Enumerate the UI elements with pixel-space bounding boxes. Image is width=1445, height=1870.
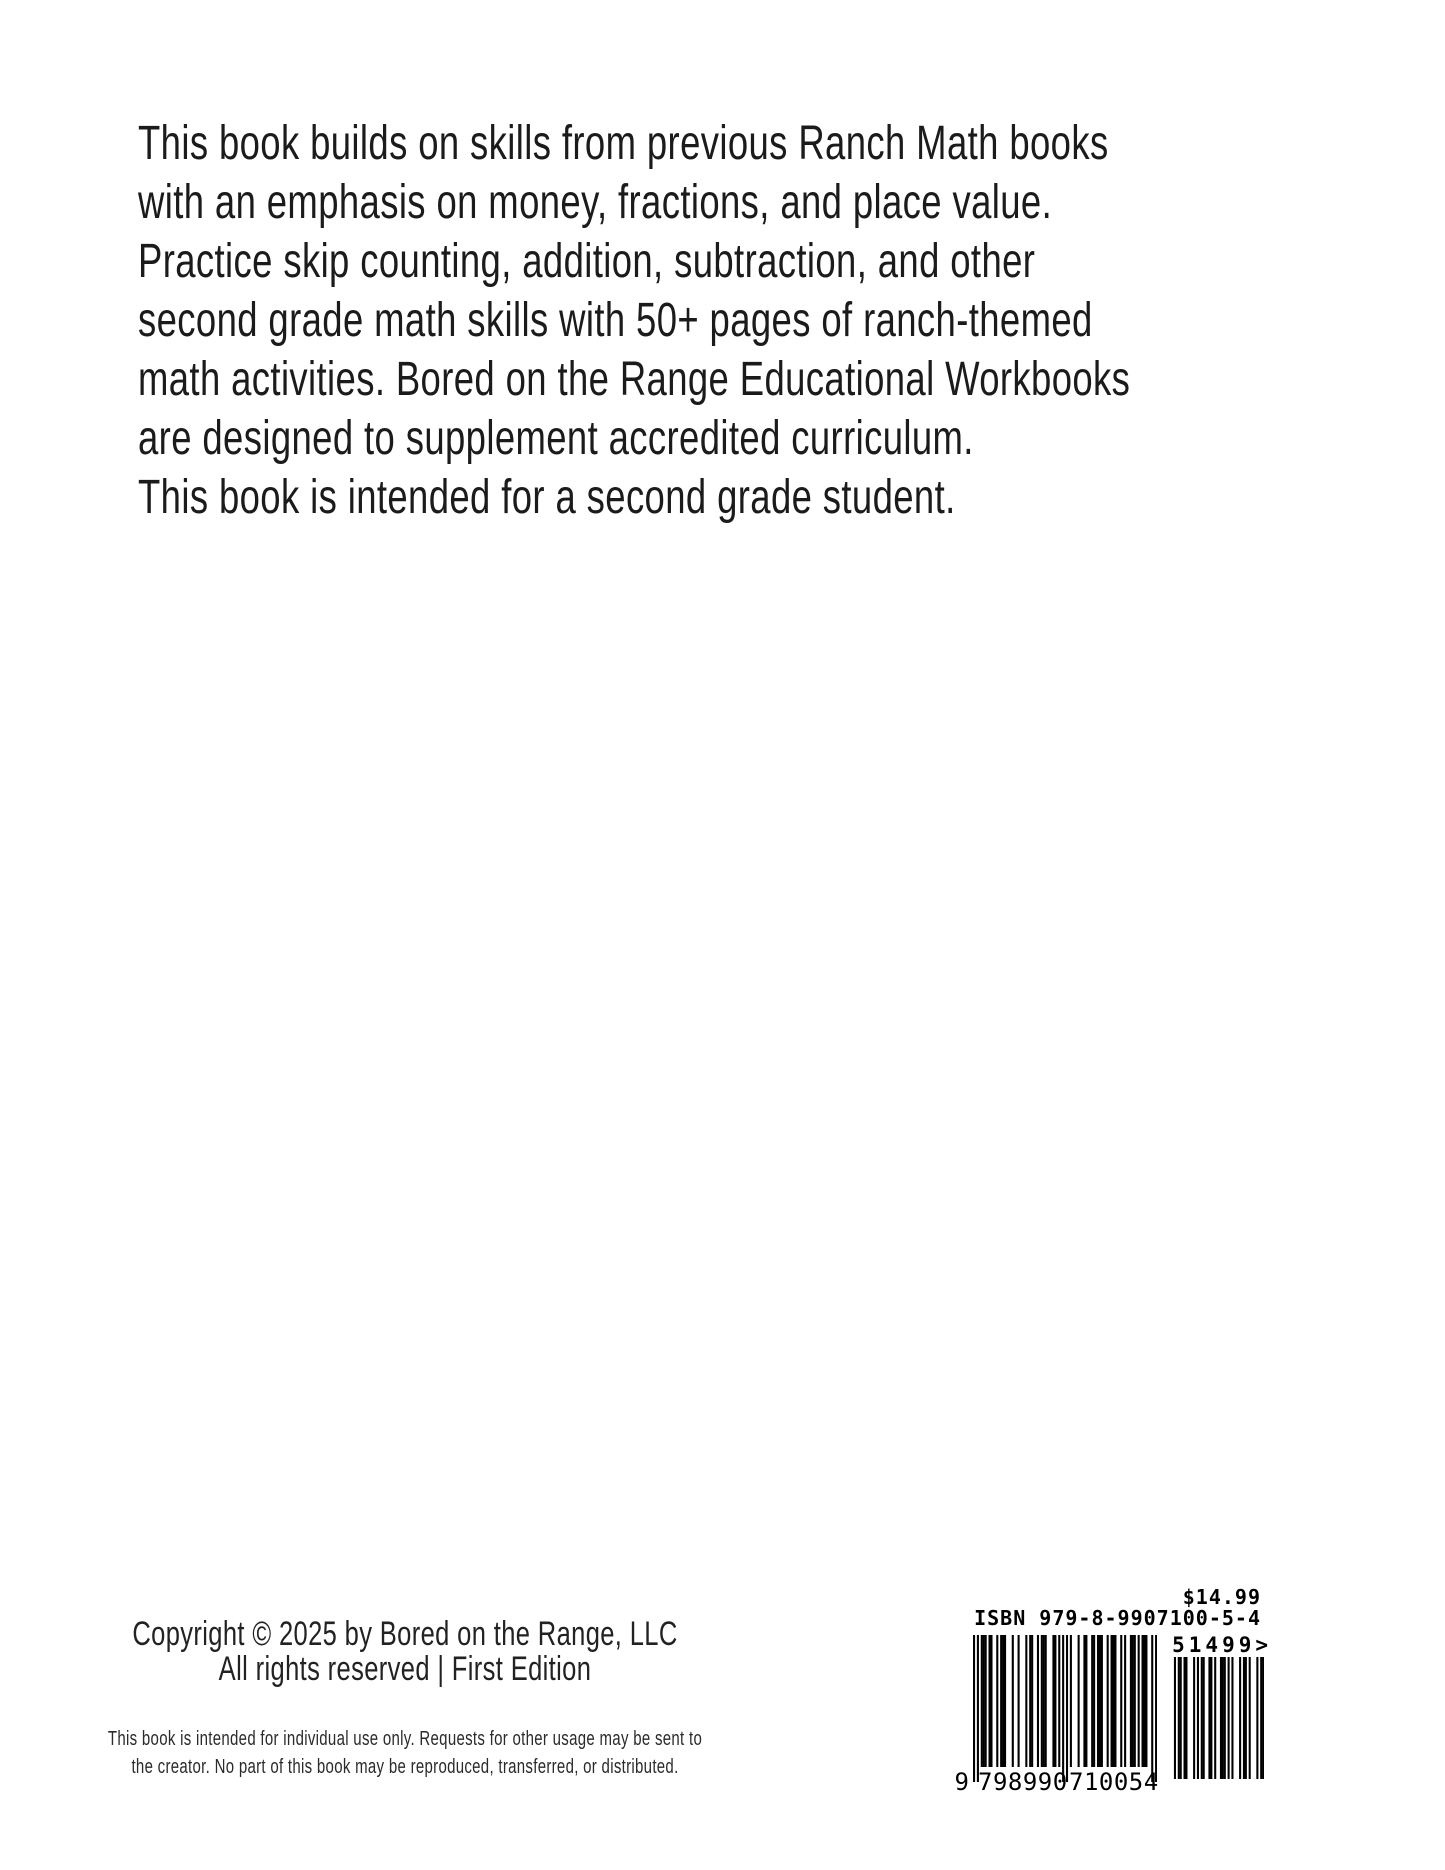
price-label: $14.99	[1182, 1585, 1261, 1609]
ean13-bars	[973, 1635, 1157, 1782]
blurb-line: Practice skip counting, addition, subtraction, and other	[138, 235, 1036, 288]
ean13-barcode	[973, 1635, 1157, 1782]
legal-line: the creator. No part of this book may be reproduced, transferred, or distributed.	[131, 1756, 679, 1778]
blurb-line: This book is intended for a second grade student.	[138, 471, 956, 524]
isbn-label: ISBN 979-8-9907100-5-4	[974, 1606, 1261, 1630]
ean13-digit-prefix: 9	[954, 1768, 969, 1796]
ean5-bars	[1172, 1657, 1264, 1779]
blurb-line: second grade math skills with 50+ pages of ranch-themed	[138, 294, 1093, 347]
legal-line: This book is intended for individual use only. Requests for other usage may be sent to	[107, 1728, 703, 1750]
back-cover-blurb	[138, 114, 1354, 527]
ean5-supplement	[1172, 1634, 1272, 1779]
legal-notice	[0, 1725, 810, 1781]
copyright-line: Copyright © 2025 by Bored on the Range, LLC	[132, 1615, 678, 1653]
supplement-code-label: 51499>	[1172, 1633, 1272, 1657]
blurb-line: with an emphasis on money, fractions, and place value.	[138, 176, 1053, 229]
edition-line: All rights reserved | First Edition	[218, 1650, 592, 1688]
blurb-line: are designed to supplement accredited curriculum.	[138, 412, 974, 465]
ean13-digit-group: 710054	[1069, 1768, 1159, 1796]
ean13-number-row	[954, 1768, 1159, 1796]
copyright-block	[0, 1617, 810, 1687]
barcode-block	[953, 1585, 1272, 1815]
blurb-line: math activities. Bored on the Range Educational Workbooks	[138, 353, 1131, 406]
ean13-digit-group: 798990	[978, 1768, 1068, 1796]
blurb-line: This book builds on skills from previous Ranch Math books	[138, 117, 1109, 170]
